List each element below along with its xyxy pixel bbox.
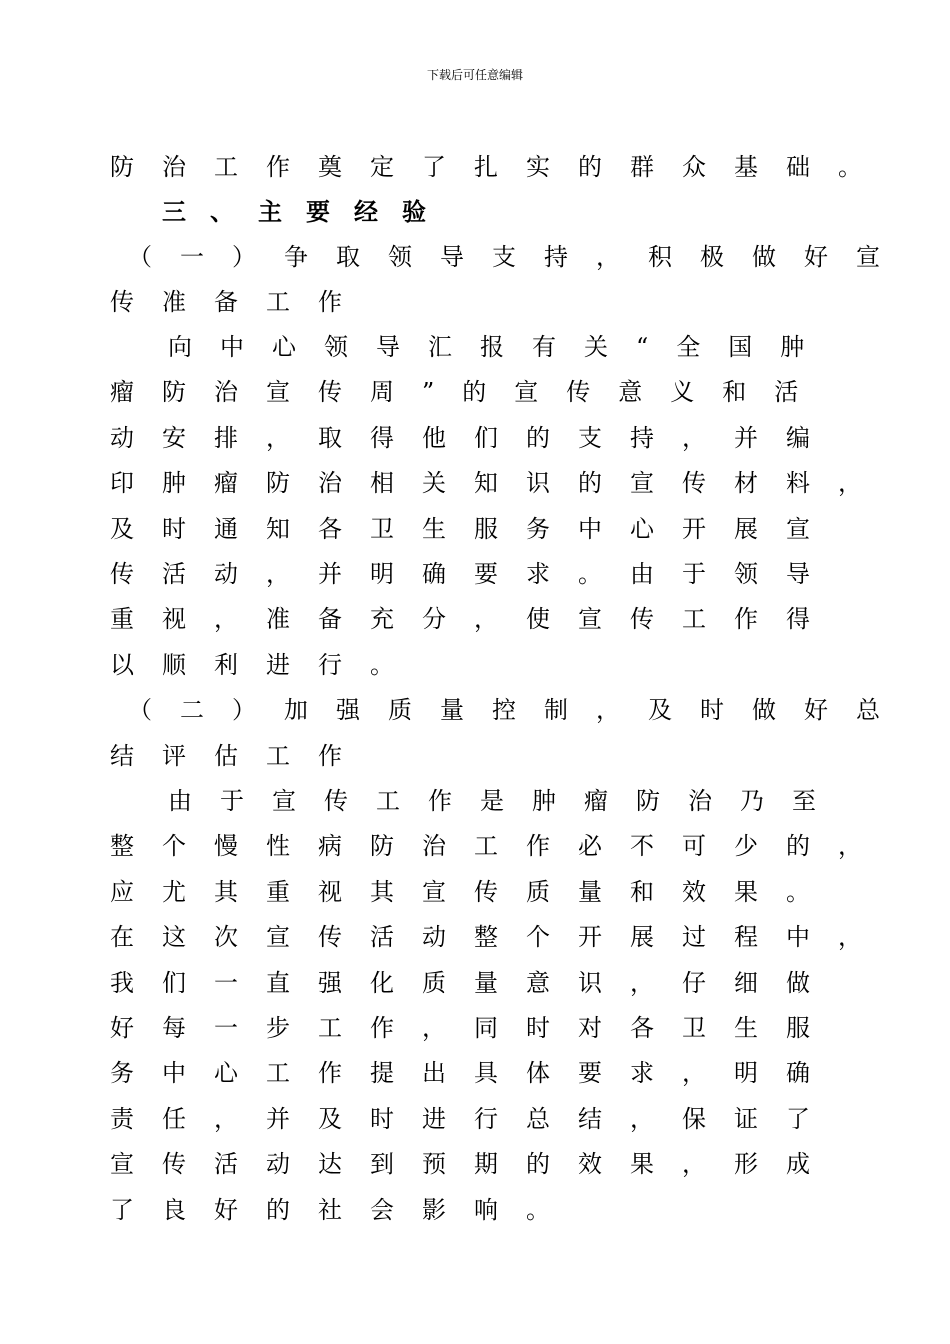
text-line: 了良好的社会影响。 <box>110 1196 578 1224</box>
text-line: 以顺利进行。 <box>110 651 422 679</box>
text-line: 务中心工作提出具体要求，明确 <box>110 1059 838 1087</box>
subsection-heading-cont: 结评估工作 <box>110 742 370 770</box>
subsection-heading: （二）加强质量控制，及时做好总 <box>128 696 908 724</box>
page-header: 下载后可任意编辑 <box>426 68 523 82</box>
text-line: 向中心领导汇报有关“全国肿 <box>168 333 833 361</box>
subsection-heading-cont: 传准备工作 <box>110 288 370 316</box>
text-line: 我们一直强化质量意识，仔细做 <box>110 969 838 997</box>
section-heading: 三、主要经验 <box>162 197 450 226</box>
text-line: 瘤防治宣传周”的宣传意义和活 <box>110 378 827 406</box>
text-line: 责任，并及时进行总结，保证了 <box>110 1105 838 1133</box>
text-line: 重视，准备充分，使宣传工作得 <box>110 605 838 633</box>
text-line: 动安排，取得他们的支持，并编 <box>110 424 838 452</box>
text-line: 宣传活动达到预期的效果，形成 <box>110 1150 838 1178</box>
text-line: 应尤其重视其宣传质量和效果。 <box>110 878 838 906</box>
text-line: 由于宣传工作是肿瘤防治乃至 <box>168 787 844 815</box>
text-line: 好每一步工作，同时对各卫生服 <box>110 1014 838 1042</box>
text-line: 印肿瘤防治相关知识的宣传材料， <box>110 469 890 497</box>
text-line: 整个慢性病防治工作必不可少的， <box>110 832 890 860</box>
text-line: 及时通知各卫生服务中心开展宣 <box>110 515 838 543</box>
text-line: 在这次宣传活动整个开展过程中， <box>110 923 890 951</box>
text-line: 传活动，并明确要求。由于领导 <box>110 560 838 588</box>
text-line: 防治工作奠定了扎实的群众基础。 <box>110 153 890 181</box>
subsection-heading: （一）争取领导支持，积极做好宣 <box>128 243 908 271</box>
